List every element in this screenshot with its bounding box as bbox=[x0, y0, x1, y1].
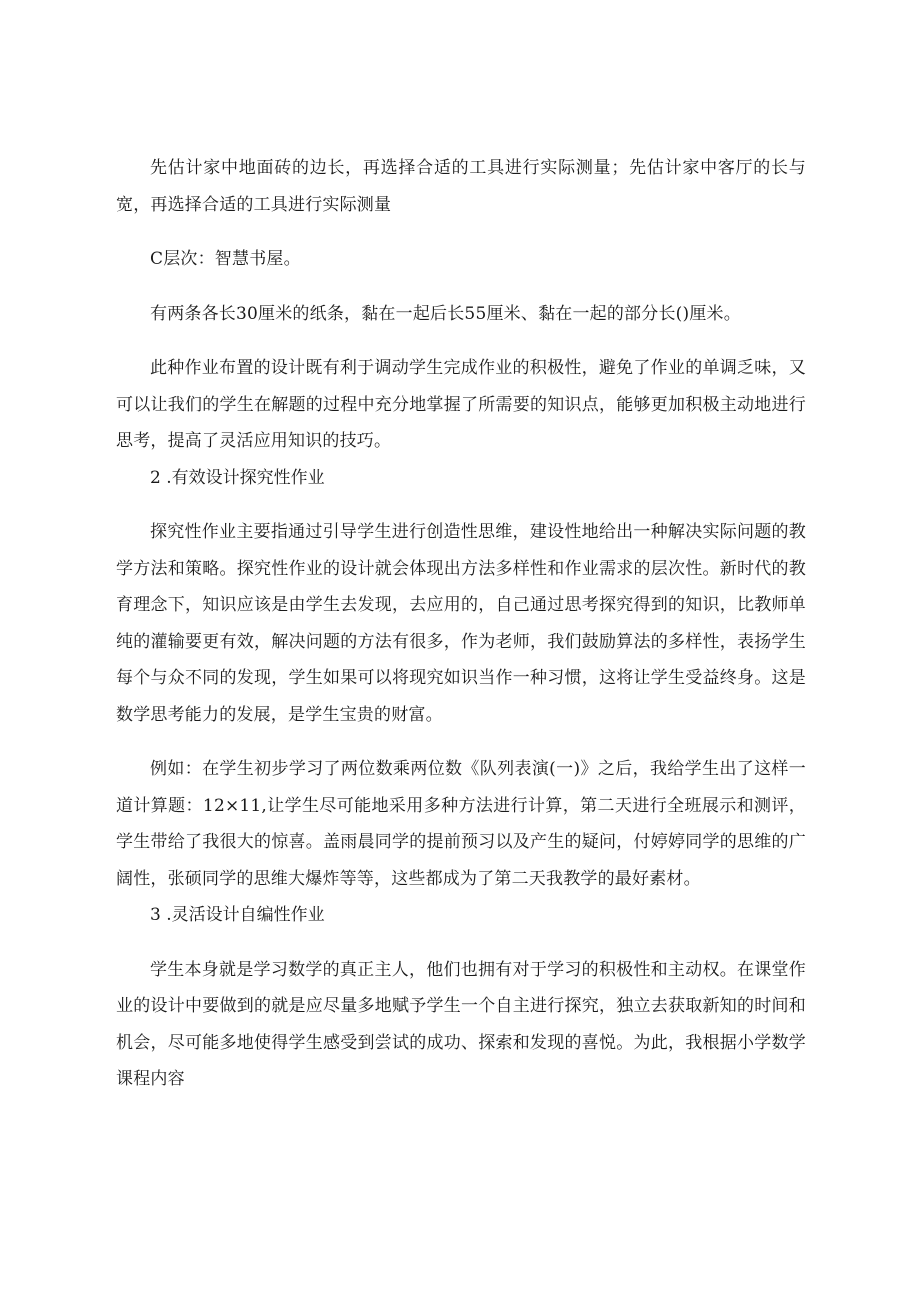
paragraph-exploratory-homework: 探究性作业主要指通过引导学生进行创造性思维，建设性地给出一种解决实际问题的教学方法和策略。探究性作业的设计就会体现出方法多样性和作业需求的层次性。新时代的教育理念下，知识应该是由学生去发现，去应用的，自己通过思考探究得到的知识，比教师单纯的灌输要更有效，解决问题的方法有很多，作为老师，我们鼓励算法的多样性，表扬学生每个与众不同的发现，学生如果可以将现究如识当作一种习惯，这将让学生受益终身。这是数学思考能力的发展，是学生宝贵的财富。 bbox=[116, 522, 806, 725]
document-body bbox=[116, 150, 806, 1098]
section-heading-self-made: 3 .灵活设计自编性作业 bbox=[150, 905, 325, 925]
paragraph-level-c: C层次：智慧书屋。 bbox=[150, 249, 301, 269]
paragraph-example: 例如：在学生初步学习了两位数乘两位数《队列表演(一)》之后，我给学生出了这样一道计算题：12×11,让学生尽可能地采用多种方法进行计算，第二天进行全班展示和测评，学生带给了我很大的惊喜。盖雨晨同学的提前预习以及产生的疑问，付婷婷同学的思维的广阔性，张硕同学的思维大爆炸等等，这些都成为了第二天我教学的最好素材。 bbox=[116, 759, 806, 889]
paragraph-design-benefits: 此种作业布置的设计既有利于调动学生完成作业的积极性，避免了作业的单调乏味，又可以让我们的学生在解题的过程中充分地掌握了所需要的知识点，能够更加积极主动地进行思考，提高了灵活应用知识的技巧。 bbox=[116, 358, 806, 451]
paragraph-paper-strip-problem: 有两条各长30厘米的纸条，黏在一起后长55厘米、黏在一起的部分长()厘米。 bbox=[150, 303, 741, 324]
paragraph-self-made-homework: 学生本身就是学习数学的真正主人，他们也拥有对于学习的积极性和主动权。在课堂作业的设计中要做到的就是应尽量多地赋予学生一个自主进行探究，独立去获取新知的时间和机会，尽可能多地使得学生感受到尝试的成功、探索和发现的喜悦。为此，我根据小学数学课程内容 bbox=[116, 959, 806, 1089]
section-heading-exploratory: 2 .有效设计探究性作业 bbox=[150, 467, 325, 488]
paragraph-measurement-task: 先估计家中地面砖的边长，再选择合适的工具进行实际测量；先估计家中客厅的长与宽，再选择合适的工具进行实际测量 bbox=[116, 158, 806, 215]
